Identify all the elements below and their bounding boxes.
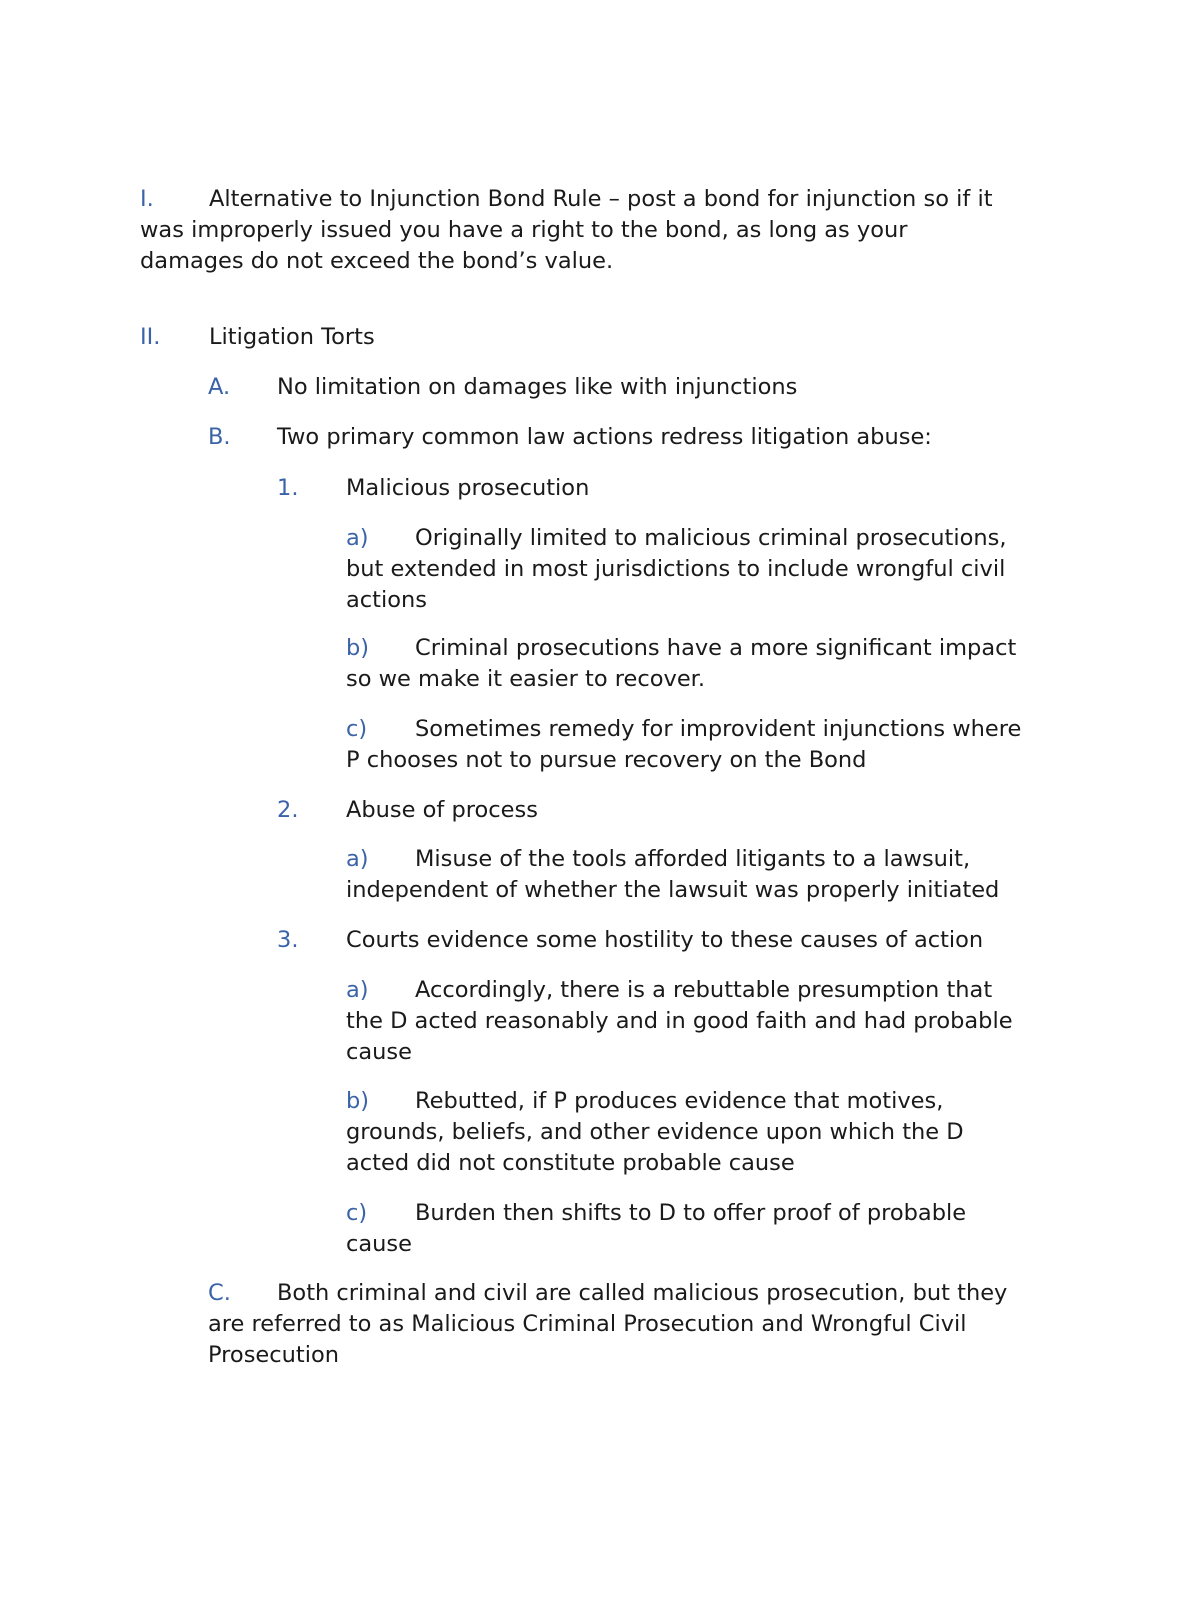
list-item-3b <box>346 1086 964 1179</box>
list-item-1a <box>346 523 1006 616</box>
item-text-line: Rebutted, if P produces evidence that motives, <box>415 1088 944 1114</box>
item-text-line: cause <box>346 1039 412 1065</box>
item-marker: c) <box>346 716 368 742</box>
item-text-line: Courts evidence some hostility to these causes of action <box>346 927 984 953</box>
section-2 <box>140 322 375 353</box>
list-item-C <box>208 1278 1007 1371</box>
item-text-line: the D acted reasonably and in good faith and had probable <box>346 1008 1013 1034</box>
list-item-3a <box>346 975 1013 1068</box>
list-item-1c <box>346 714 1021 776</box>
item-text-line: Malicious prosecution <box>346 475 590 501</box>
list-item-3c <box>346 1198 966 1260</box>
item-marker: B. <box>208 424 231 450</box>
section-text-line: damages do not exceed the bond’s value. <box>140 248 614 274</box>
item-text-line: No limitation on damages like with injunctions <box>277 374 798 400</box>
item-text-line: Misuse of the tools afforded litigants to a lawsuit, <box>415 846 971 872</box>
section-text-line: Alternative to Injunction Bond Rule – post a bond for injunction so if it <box>209 186 993 212</box>
item-marker: a) <box>346 846 369 872</box>
section-1 <box>140 184 993 277</box>
item-text-line: are referred to as Malicious Criminal Prosecution and Wrongful Civil <box>208 1311 967 1337</box>
item-text-line: actions <box>346 587 427 613</box>
section-marker: II. <box>140 324 161 350</box>
item-marker: 1. <box>277 475 299 501</box>
list-item-2 <box>277 795 538 826</box>
item-marker: C. <box>208 1280 231 1306</box>
item-text-line: Sometimes remedy for improvident injunctions where <box>415 716 1022 742</box>
item-marker: b) <box>346 635 370 661</box>
item-text-line: acted did not constitute probable cause <box>346 1150 795 1176</box>
list-item-2a <box>346 844 999 906</box>
item-marker: b) <box>346 1088 370 1114</box>
item-text-line: Two primary common law actions redress litigation abuse: <box>277 424 932 450</box>
list-item-3 <box>277 925 983 956</box>
item-text-line: so we make it easier to recover. <box>346 666 706 692</box>
item-text-line: Burden then shifts to D to offer proof of probable <box>415 1200 967 1226</box>
item-text-line: Abuse of process <box>346 797 538 823</box>
item-text-line: Prosecution <box>208 1342 339 1368</box>
section-marker: I. <box>140 186 154 212</box>
item-text-line: Criminal prosecutions have a more significant impact <box>415 635 1017 661</box>
item-text-line: independent of whether the lawsuit was properly initiated <box>346 877 1000 903</box>
item-text-line: Accordingly, there is a rebuttable presumption that <box>415 977 993 1003</box>
item-text-line: grounds, beliefs, and other evidence upon which the D <box>346 1119 964 1145</box>
item-marker: 2. <box>277 797 299 823</box>
item-marker: A. <box>208 374 231 400</box>
list-item-B <box>208 422 932 453</box>
item-marker: a) <box>346 977 369 1003</box>
list-item-A <box>208 372 797 403</box>
section-text-line: Litigation Torts <box>209 324 375 350</box>
list-item-1 <box>277 473 589 504</box>
item-text-line: cause <box>346 1231 412 1257</box>
item-marker: 3. <box>277 927 299 953</box>
list-item-1b <box>346 633 1016 695</box>
item-text-line: Both criminal and civil are called malicious prosecution, but they <box>277 1280 1008 1306</box>
item-text-line: P chooses not to pursue recovery on the Bond <box>346 747 867 773</box>
item-text-line: but extended in most jurisdictions to include wrongful civil <box>346 556 1006 582</box>
item-marker: a) <box>346 525 369 551</box>
item-marker: c) <box>346 1200 368 1226</box>
section-text-line: was improperly issued you have a right to the bond, as long as your <box>140 217 908 243</box>
item-text-line: Originally limited to malicious criminal prosecutions, <box>415 525 1007 551</box>
